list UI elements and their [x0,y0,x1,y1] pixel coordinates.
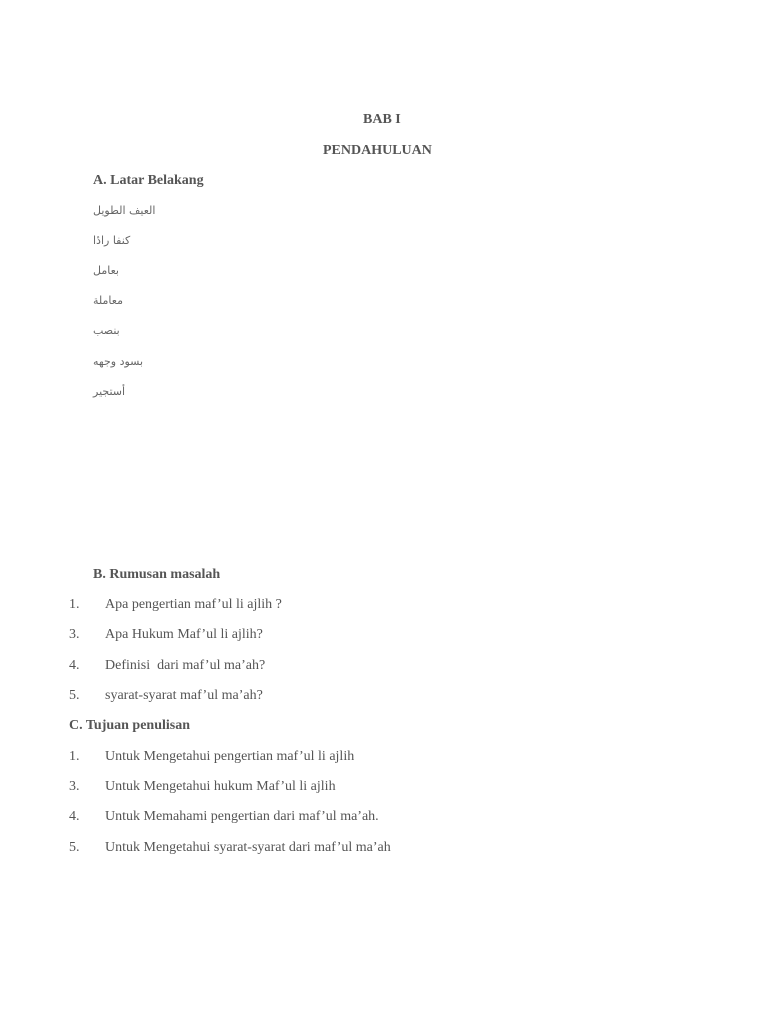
list-text: Apa Hukum Maf’ul li ajlih? [105,627,263,642]
list-number: 5. [69,688,80,703]
arabic-line-7: أستجير [93,385,126,398]
chapter-title: PENDAHULUAN [323,143,432,158]
list-number: 1. [69,749,80,764]
list-text: Apa pengertian maf’ul li ajlih ? [105,597,282,612]
list-text: Untuk Memahami pengertian dari maf’ul ma’ah. [105,809,379,824]
section-b-heading: B. Rumusan masalah [93,567,221,582]
section-c-heading: C. Tujuan penulisan [69,718,191,733]
arabic-line-1: العيف الطويل [93,204,156,217]
list-number: 3. [69,779,80,794]
list-text: Untuk Mengetahui pengertian maf’ul li ajlih [105,749,355,764]
arabic-line-2: كنفا رادٔا [93,234,131,247]
list-number: 4. [69,658,80,673]
arabic-line-5: بنصب [93,324,120,337]
arabic-line-6: بسود وجهه [93,355,144,368]
section-a-heading: A. Latar Belakang [93,173,204,188]
list-number: 4. [69,809,80,824]
arabic-line-3: بعامل [93,264,119,277]
chapter-number: BAB I [363,112,401,127]
arabic-line-4: معاملة [93,294,123,307]
list-text: Definisi dari maf’ul ma’ah? [105,658,266,673]
list-text: Untuk Mengetahui syarat-syarat dari maf’ul ma’ah [105,840,391,855]
list-text: syarat-syarat maf’ul ma’ah? [105,688,263,703]
list-text: Untuk Mengetahui hukum Maf’ul li ajlih [105,779,336,794]
list-number: 1. [69,597,80,612]
list-number: 3. [69,627,80,642]
list-number: 5. [69,840,80,855]
